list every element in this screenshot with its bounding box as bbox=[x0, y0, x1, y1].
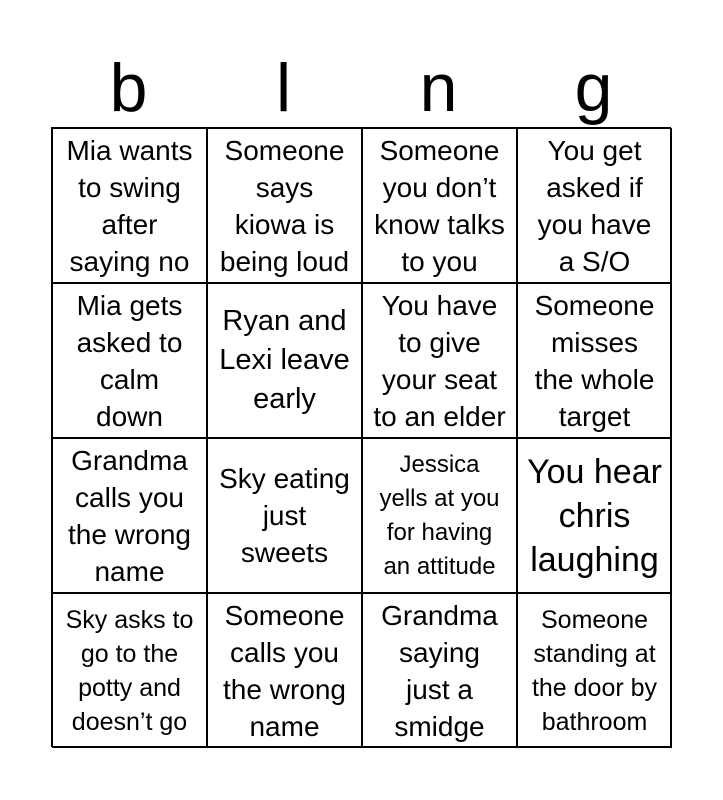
bingo-cell[interactable] bbox=[52, 128, 207, 283]
bingo-cell-text: Someone misses the whole target bbox=[534, 289, 655, 432]
bingo-cell-text: Jessica yells at you for having an attitude bbox=[379, 450, 500, 580]
bingo-cell-text: Sky eating just sweets bbox=[219, 463, 350, 568]
bingo-cell-text: Someone says kiowa is being loud bbox=[219, 134, 350, 277]
header-letter-g: g bbox=[574, 50, 613, 126]
bingo-cell[interactable] bbox=[517, 283, 672, 438]
bingo-cell-text: Mia wants to swing after saying no bbox=[66, 134, 193, 277]
bingo-cell-text: Someone you don’t know talks to you bbox=[374, 134, 505, 277]
bingo-cell-text: Ryan and Lexi leave early bbox=[219, 305, 350, 415]
bingo-cell-text: Mia gets asked to calm down bbox=[76, 289, 183, 432]
bingo-cell[interactable] bbox=[207, 593, 362, 748]
bingo-cell[interactable] bbox=[517, 593, 672, 748]
bingo-cell[interactable] bbox=[362, 438, 517, 593]
bingo-board bbox=[51, 127, 671, 747]
bingo-header bbox=[51, 48, 671, 128]
bingo-cell[interactable] bbox=[362, 593, 517, 748]
bingo-cell[interactable] bbox=[362, 283, 517, 438]
header-letter-n: n bbox=[419, 50, 458, 126]
bingo-cell-text: Someone standing at the door by bathroom bbox=[531, 605, 658, 736]
bingo-cell[interactable] bbox=[52, 283, 207, 438]
bingo-cell[interactable] bbox=[52, 593, 207, 748]
bingo-cell[interactable] bbox=[52, 438, 207, 593]
bingo-cell-text: Grandma calls you the wrong name bbox=[68, 444, 191, 587]
bingo-cell[interactable] bbox=[362, 128, 517, 283]
bingo-cell[interactable] bbox=[207, 128, 362, 283]
bingo-cell[interactable] bbox=[207, 283, 362, 438]
bingo-cell-text: You have to give your seat to an elder bbox=[373, 289, 506, 432]
bingo-cell[interactable] bbox=[207, 438, 362, 593]
bingo-cell[interactable] bbox=[517, 438, 672, 593]
bingo-cell-text: You get asked if you have a S/O bbox=[537, 134, 652, 277]
bingo-cell-text: Grandma saying just a smidge bbox=[381, 599, 498, 742]
bingo-cell-text: Someone calls you the wrong name bbox=[223, 599, 346, 742]
bingo-cell-text: Sky asks to go to the potty and doesn’t go bbox=[65, 605, 194, 736]
bingo-cell[interactable] bbox=[517, 128, 672, 283]
bingo-cell-text: You hear chris laughing bbox=[527, 452, 662, 579]
header-letter-b: b bbox=[109, 50, 148, 126]
header-letter-l: l bbox=[275, 50, 292, 126]
